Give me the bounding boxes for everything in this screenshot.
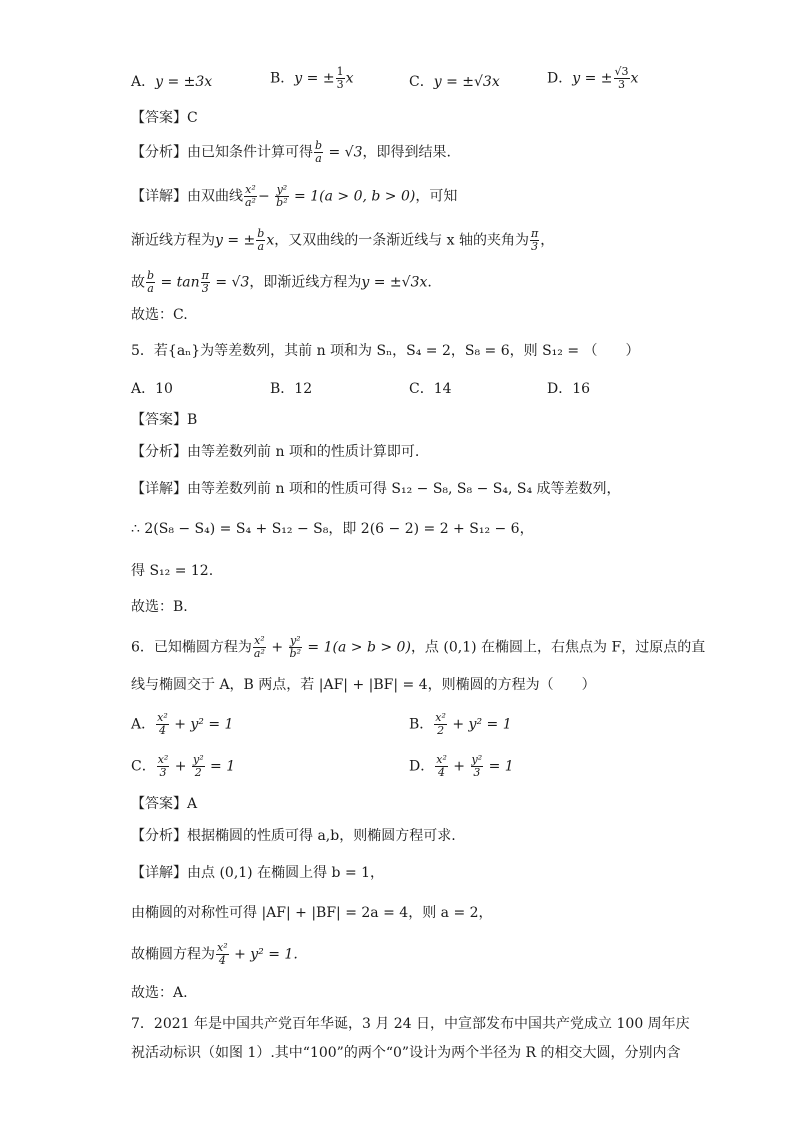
q4-analysis: 【分析】由已知条件计算可得 $\frac{b}{a}$ = √3，即得到结果. bbox=[131, 139, 451, 165]
q5-option-c: C．14 bbox=[409, 381, 452, 397]
q6-detail-3: 故椭圆方程为 $\frac{\text{x²}}{4}$ + y² = 1. bbox=[131, 941, 298, 967]
q6-stem-1: 6．已知椭圆方程为 $\frac{\text{x²}}{\text{a²}}$ + $\frac{\text{y²}}{\text{b²}}$ = 1(a > b > 0)，点 (0,1) 在椭圆上，右焦点为 F，过原点的直 bbox=[131, 634, 706, 660]
q7-line-1: 7．2021 年是中国共产党百年华诞，3 月 24 日，中宣部发布中国共产党成立 100 周年庆 bbox=[131, 1016, 690, 1032]
q6-option-b: B． $\frac{\text{x²}}{2}$ + y² = 1 bbox=[409, 711, 512, 737]
q6-option-c: C． $\frac{\text{x²}}{3}$ + $\frac{\text{y²}}{2}$ = 1 bbox=[131, 753, 236, 779]
q4-answer: 【答案】C bbox=[131, 110, 198, 126]
q6-stem-2: 线与椭圆交于 A，B 两点，若 |AF| + |BF| = 4，则椭圆的方程为（ ） bbox=[131, 677, 596, 693]
q5-option-d: D．16 bbox=[547, 381, 591, 397]
q5-stem: 5．若{aₙ}为等差数列，其前 n 项和为 Sₙ，S₄ = 2，S₈ = 6，则 S₁₂ = （ ） bbox=[131, 343, 640, 359]
q4-option-b: B．y = ± $\frac{1}{3}$ x bbox=[270, 65, 354, 91]
q4-option-d: D．y = ± $\frac{√3}{3}$ x bbox=[547, 65, 639, 91]
q6-option-d: D． $\frac{\text{x²}}{4}$ + $\frac{\text{y²}}{3}$ = 1 bbox=[409, 753, 514, 779]
q4-detail-1: 【详解】由双曲线 $\frac{\text{x²}}{\text{a²}}$ − $\frac{\text{y²}}{\text{b²}}$ = 1(a > 0, b > 0)，可知 bbox=[131, 183, 458, 209]
q6-select: 故选：A. bbox=[131, 985, 188, 1001]
q6-detail-1: 【详解】由点 (0,1) 在椭圆上得 b = 1， bbox=[131, 865, 385, 881]
q5-option-a: A．10 bbox=[131, 381, 173, 397]
q4-detail-3: 故 $\frac{b}{a}$ = tan $\frac{\pi}{3}$ = √3，即渐近线方程为y = ±√3x. bbox=[131, 269, 432, 295]
q6-detail-2: 由椭圆的对称性可得 |AF| + |BF| = 2a = 4，则 a = 2， bbox=[131, 905, 493, 921]
q5-detail-3: 得 S₁₂ = 12. bbox=[131, 563, 214, 579]
q4-select: 故选：C. bbox=[131, 307, 188, 323]
q5-select: 故选：B. bbox=[131, 599, 188, 615]
q5-answer: 【答案】B bbox=[131, 412, 198, 428]
q5-detail-2: ∴ 2(S₈ − S₄) = S₄ + S₁₂ − S₈，即 2(6 − 2) = 2 + S₁₂ − 6， bbox=[131, 521, 534, 537]
q4-option-a: A．y = ±3x bbox=[131, 74, 213, 90]
q4-option-c: C．y = ±√3x bbox=[409, 74, 500, 90]
q4-detail-2: 渐近线方程为y = ± $\frac{b}{a}$ x，又双曲线的一条渐近线与 x 轴的夹角为 $\frac{\pi}{3}$ ， bbox=[131, 227, 555, 253]
q5-detail-1: 【详解】由等差数列前 n 项和的性质可得 S₁₂ − S₈, S₈ − S₄, S₄ 成等差数列， bbox=[131, 481, 621, 497]
q7-line-2: 祝活动标识（如图 1）.其中“100”的两个“0”设计为两个半径为 R 的相交大圆，分别内含 bbox=[131, 1045, 681, 1061]
q5-analysis: 【分析】由等差数列前 n 项和的性质计算即可. bbox=[131, 444, 420, 460]
q6-option-a: A． $\frac{\text{x²}}{4}$ + y² = 1 bbox=[131, 711, 234, 737]
q6-analysis: 【分析】根据椭圆的性质可得 a,b，则椭圆方程可求. bbox=[131, 828, 456, 844]
q5-option-b: B．12 bbox=[270, 381, 313, 397]
q6-answer: 【答案】A bbox=[131, 796, 198, 812]
